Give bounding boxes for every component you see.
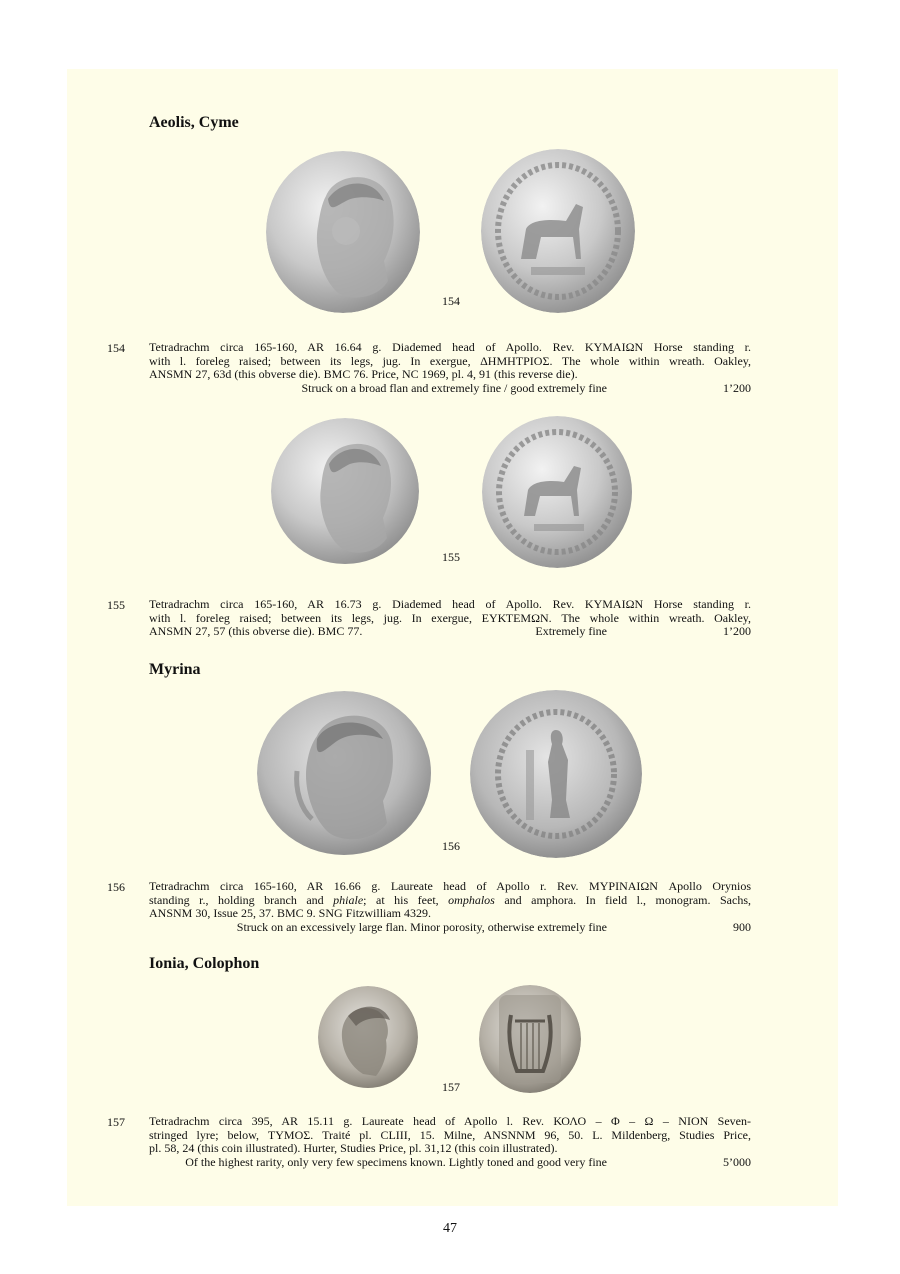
lot-description-155 <box>149 598 751 639</box>
lot-154-line-3: ANSMN 27, 63d (this obverse die). BMC 76. Price, NC 1969, pl. 4, 91 (this reverse die). <box>149 367 578 381</box>
lot-155-grade: Extremely fine <box>535 624 607 638</box>
lot-157-grade-line <box>149 1156 751 1170</box>
lot-156-line-3: ANSNM 30, Issue 25, 37. BMC 9. SNG Fitzwilliam 4329. <box>149 906 432 920</box>
lot-156-line-2-c: and amphora. In field l., monogram. Sachs, <box>494 892 751 907</box>
lot-description-157 <box>149 1115 751 1169</box>
lot-number-155: 155 <box>107 598 125 612</box>
coin-156-reverse-icon <box>470 690 642 858</box>
coin-154-reverse-icon <box>481 149 635 313</box>
lot-154-price: 1’200 <box>723 380 751 395</box>
coin-156-obverse-icon <box>257 691 432 856</box>
lot-156-line-2 <box>149 894 751 908</box>
coin-154-obverse-icon <box>266 151 420 313</box>
lot-156-price: 900 <box>733 919 751 934</box>
page-number: 47 <box>443 1221 457 1236</box>
coin-157-obverse-icon <box>318 986 418 1089</box>
figure-number-157: 157 <box>442 1080 460 1094</box>
lot-154-line-1: Tetradrachm circa 165-160, AR 16.64 g. Diademed head of Apollo. Rev. ΚΥΜΑΙΩΝ Horse standing r. <box>149 340 751 354</box>
lot-157-price: 5’000 <box>723 1154 751 1169</box>
lot-155-price: 1’200 <box>723 624 751 638</box>
coin-157-reverse-icon <box>479 985 581 1093</box>
lot-number-157: 157 <box>107 1115 125 1129</box>
lot-156-grade: Struck on an excessively large flan. Minor porosity, otherwise extremely fine <box>236 919 607 934</box>
lot-157-line-1: Tetradrachm circa 395, AR 15.11 g. Laureate head of Apollo l. Rev. ΚΟΛΟ – Φ – Ω – ΝΙΟΝ Seven- <box>149 1114 751 1128</box>
figure-number-156: 156 <box>442 839 460 853</box>
figure-number-154: 154 <box>442 294 460 308</box>
lot-number-156: 156 <box>107 880 125 894</box>
figure-number-155: 155 <box>442 550 460 564</box>
lot-156-grade-line <box>149 921 751 935</box>
lot-155-last-line <box>149 625 751 639</box>
lot-156-line-2-b: ; at his feet, <box>363 892 449 907</box>
lot-155-line-1: Tetradrachm circa 165-160, AR 16.73 g. Diademed head of Apollo. Rev. ΚΥΜΑΙΩΝ Horse standing r. <box>149 597 751 611</box>
section-title-myrina: Myrina <box>149 661 201 678</box>
lot-155-line-3: ANSMN 27, 57 (this obverse die). BMC 77. <box>149 624 363 638</box>
section-title-aeolis-cyme: Aeolis, Cyme <box>149 114 239 131</box>
section-title-ionia-colophon: Ionia, Colophon <box>149 955 260 972</box>
lot-157-grade: Of the highest rarity, only very few specimens known. Lightly toned and good very fine <box>185 1154 607 1169</box>
lot-157-line-2: stringed lyre; below, ΤΥΜΟΣ. Traité pl. CLIII, 15. Milne, ANSNNM 96, 50. L. Mildenberg, Studies Price, <box>149 1127 751 1142</box>
lot-description-154 <box>149 341 751 395</box>
lot-156-line-2-a: standing r., holding branch and <box>149 892 334 907</box>
lot-154-grade-line <box>149 382 751 396</box>
lot-description-156 <box>149 880 751 934</box>
lot-154-line-2: with l. foreleg raised; between its legs, jug. In exergue, ΔΗΜΗΤΡΙΟΣ. The whole within wreath. Oakley, <box>149 353 751 368</box>
lot-157-line-3: pl. 58, 24 (this coin illustrated). Hurter, Studies Price, pl. 31,12 (this coin illustrated). <box>149 1141 558 1155</box>
lot-156-line-1: Tetradrachm circa 165-160, AR 16.66 g. Laureate head of Apollo r. Rev. ΜΥΡΙΝΑΙΩΝ Apollo Orynios <box>149 879 751 893</box>
lot-155-line-2: with l. foreleg raised; between its legs, jug. In exergue, ΕΥΚΤΕΜΩΝ. The whole within wreath. Oakley, <box>149 610 751 625</box>
lot-number-154: 154 <box>107 341 125 355</box>
coin-155-reverse-icon <box>482 416 633 568</box>
lot-154-grade: Struck on a broad flan and extremely fine / good extremely fine <box>301 380 607 395</box>
lot-156-line-2-phiale: phiale <box>333 892 364 907</box>
lot-156-line-2-omphalos: omphalos <box>448 892 495 907</box>
coin-155-obverse-icon <box>271 418 419 565</box>
